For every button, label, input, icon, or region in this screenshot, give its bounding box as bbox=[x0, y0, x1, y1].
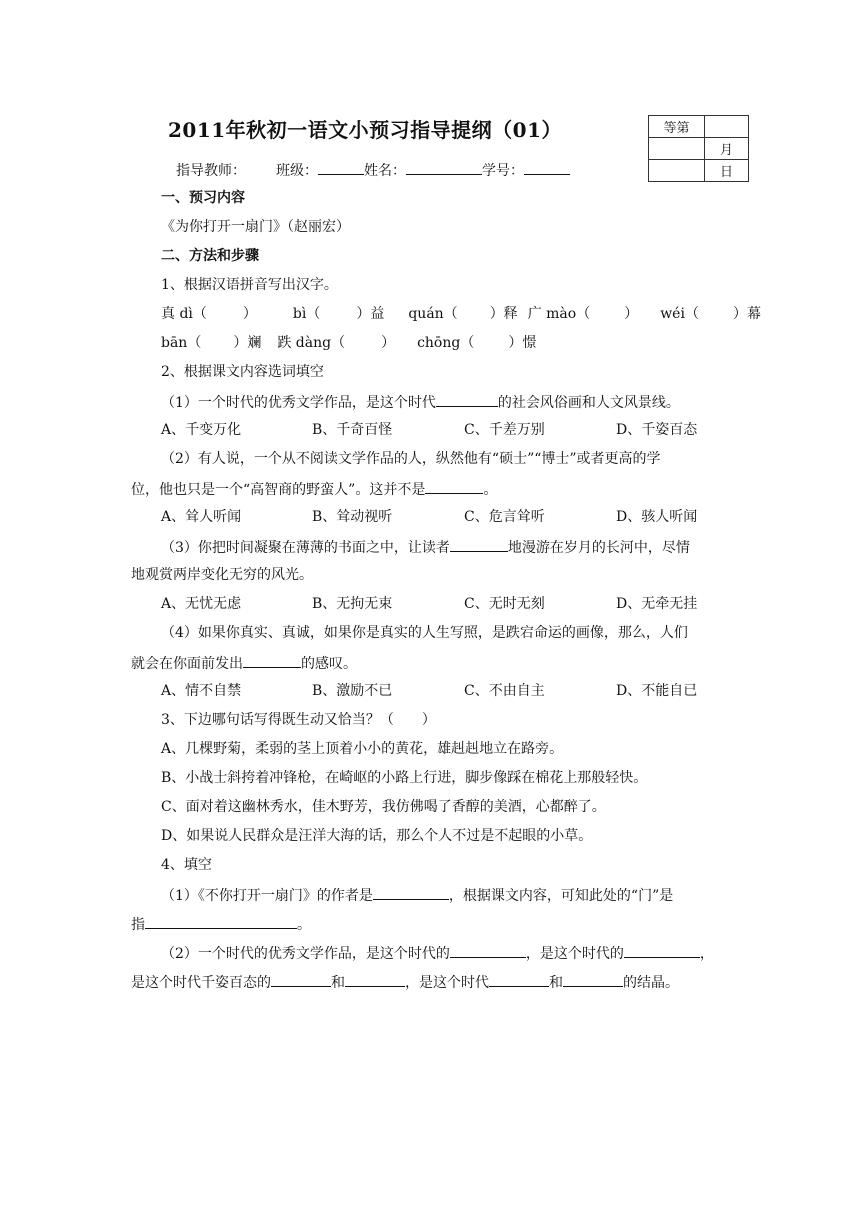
sentence-text: ， bbox=[699, 946, 714, 962]
q2-s4-opt-a: A、情不自禁 bbox=[161, 683, 242, 699]
sentence-text: 和 bbox=[331, 975, 345, 991]
q2-s3-opt-b: B、无拘无束 bbox=[312, 596, 393, 612]
sentence-text: ，是这个时代 bbox=[405, 975, 489, 991]
q2-s2-opt-c: C、危言耸听 bbox=[464, 509, 545, 525]
pinyin-item: ） bbox=[242, 306, 257, 322]
pinyin-item: chōng（ bbox=[417, 335, 475, 351]
q2-title: 2、根据课文内容选词填空 bbox=[161, 364, 324, 380]
day-value-cell[interactable] bbox=[649, 160, 705, 182]
pinyin-item: ）幕 bbox=[732, 306, 761, 322]
q2-s1-opt-b: B、千奇百怪 bbox=[312, 422, 393, 438]
answer-blank[interactable] bbox=[373, 885, 449, 900]
sentence-text: （1）一个时代的优秀文学作品，是这个时代 bbox=[161, 395, 436, 411]
q2-s3-line1 bbox=[161, 537, 690, 557]
pinyin-item: ） bbox=[624, 306, 639, 322]
sentence-text: 位，他也只是一个“高智商的野蛮人”。这并不是 bbox=[131, 482, 426, 498]
q2-s1-opt-a: A、千变万化 bbox=[161, 422, 242, 438]
q4-p2-line1 bbox=[161, 943, 714, 963]
pinyin-item: quán（ bbox=[408, 306, 458, 322]
q4-p2-line2 bbox=[131, 972, 679, 992]
q4-title: 4、填空 bbox=[161, 857, 212, 873]
number-label: 学号： bbox=[482, 163, 524, 179]
pinyin-item: 广 mào（ bbox=[527, 306, 591, 322]
class-label: 班级： bbox=[276, 163, 318, 179]
section-heading-method: 二、方法和步骤 bbox=[161, 248, 259, 264]
answer-blank[interactable] bbox=[450, 943, 526, 958]
q2-s1-opt-c: C、千差万别 bbox=[464, 422, 545, 438]
pinyin-row-1 bbox=[161, 305, 761, 323]
q3-option-d: D、如果说人民群众是汪洋大海的话，那么个人不过是不起眼的小草。 bbox=[161, 828, 593, 844]
answer-blank[interactable] bbox=[563, 972, 623, 987]
name-blank[interactable] bbox=[406, 160, 482, 175]
q2-s2-opt-a: A、耸人听闻 bbox=[161, 509, 242, 525]
q2-s4-opt-c: C、不由自主 bbox=[464, 683, 545, 699]
sentence-text: 是这个时代千姿百态的 bbox=[131, 975, 271, 991]
sentence-text: 。 bbox=[483, 482, 498, 498]
class-blank[interactable] bbox=[318, 160, 364, 175]
q3-option-a: A、几棵野菊，柔弱的茎上顶着小小的黄花，雄赳赳地立在路旁。 bbox=[161, 741, 564, 757]
grade-value-cell[interactable] bbox=[705, 116, 749, 138]
q3-option-b: B、小战士斜挎着冲锋枪，在崎岖的小路上行进，脚步像踩在棉花上那般轻快。 bbox=[161, 770, 648, 786]
answer-blank[interactable] bbox=[271, 972, 331, 987]
sentence-text: 的社会风俗画和人文风景线。 bbox=[497, 395, 680, 411]
pinyin-item: ）释 bbox=[489, 306, 518, 322]
q2-s1 bbox=[161, 392, 680, 412]
sentence-text: 就会在你面前发出 bbox=[131, 656, 243, 672]
pinyin-item: 真 dì（ bbox=[161, 306, 207, 322]
pinyin-item: ）憬 bbox=[508, 335, 537, 351]
answer-blank[interactable] bbox=[425, 479, 483, 494]
q2-s4-line2 bbox=[131, 653, 357, 673]
answer-blank[interactable] bbox=[436, 392, 498, 407]
sentence-text: 。 bbox=[297, 917, 311, 933]
grade-date-table bbox=[648, 115, 749, 182]
q4-p1-line1 bbox=[161, 885, 673, 905]
sentence-text: ，根据课文内容，可知此处的“门”是 bbox=[448, 888, 674, 904]
answer-blank[interactable] bbox=[624, 943, 700, 958]
pinyin-item: ）斓 bbox=[233, 335, 262, 351]
sentence-text: （3）你把时间凝聚在薄薄的书面之中，让读者 bbox=[161, 540, 450, 556]
student-info-row bbox=[176, 160, 570, 180]
preview-content: 《为你打开一扇门》（赵丽宏） bbox=[161, 219, 350, 235]
pinyin-item: bì（ bbox=[292, 306, 321, 322]
sentence-text: 指 bbox=[131, 917, 145, 933]
answer-blank[interactable] bbox=[489, 972, 549, 987]
q2-s2-opt-b: B、耸动视听 bbox=[312, 509, 393, 525]
teacher-label: 指导教师： bbox=[176, 163, 246, 179]
sentence-text: 的感叹。 bbox=[301, 656, 357, 672]
q2-s3-opt-a: A、无忧无虑 bbox=[161, 596, 242, 612]
month-value-cell[interactable] bbox=[649, 138, 705, 160]
q4-p1-line2 bbox=[131, 914, 311, 934]
sentence-text: 和 bbox=[549, 975, 563, 991]
q2-s1-opt-d: D、千姿百态 bbox=[616, 422, 698, 438]
answer-blank[interactable] bbox=[345, 972, 405, 987]
sentence-text: 的结晶。 bbox=[623, 975, 679, 991]
pinyin-row-2 bbox=[161, 334, 536, 352]
q2-s4-line1: （4）如果你真实、真诚，如果你是真实的人生写照，是跌宕命运的画像，那么，人们 bbox=[161, 625, 688, 641]
pinyin-item: ） bbox=[381, 335, 396, 351]
day-label-cell: 日 bbox=[705, 160, 749, 182]
pinyin-item: ）益 bbox=[356, 306, 385, 322]
pinyin-item: 跌 dàng（ bbox=[277, 335, 346, 351]
answer-blank[interactable] bbox=[145, 914, 297, 929]
grade-label-cell: 等第 bbox=[649, 116, 705, 138]
q2-s4-opt-b: B、激励不已 bbox=[312, 683, 393, 699]
sentence-text: 地漫游在岁月的长河中，尽情 bbox=[507, 540, 690, 556]
q3-title: 3、下边哪句话写得既生动又恰当？（ ） bbox=[161, 712, 436, 728]
q2-s3-opt-d: D、无牵无挂 bbox=[616, 596, 698, 612]
q2-s3-opt-c: C、无时无刻 bbox=[464, 596, 545, 612]
sentence-text: （1）《不你打开一扇门》的作者是 bbox=[161, 888, 373, 904]
sentence-text: （2）一个时代的优秀文学作品，是这个时代的 bbox=[161, 946, 450, 962]
answer-blank[interactable] bbox=[243, 653, 301, 668]
section-heading-preview: 一、预习内容 bbox=[161, 190, 245, 206]
month-label-cell: 月 bbox=[705, 138, 749, 160]
sentence-text: ，是这个时代的 bbox=[525, 946, 624, 962]
q3-option-c: C、面对着这幽林秀水，佳木野芳，我仿佛喝了香醇的美酒，心都醉了。 bbox=[161, 799, 606, 815]
q1-title: 1、根据汉语拼音写出汉字。 bbox=[161, 277, 338, 293]
pinyin-item: bān（ bbox=[161, 335, 202, 351]
pinyin-item: wéi（ bbox=[660, 306, 699, 322]
q2-s3-line2: 地观赏两岸变化无穷的风光。 bbox=[131, 567, 313, 583]
name-label: 姓名： bbox=[364, 163, 406, 179]
answer-blank[interactable] bbox=[450, 537, 508, 552]
q2-s2-line1: （2）有人说，一个从不阅读文学作品的人，纵然他有“硕士”“博士”或者更高的学 bbox=[161, 451, 661, 467]
page-title: 2011年秋初一语文小预习指导提纲（01） bbox=[168, 118, 562, 142]
q2-s2-opt-d: D、骇人听闻 bbox=[616, 509, 698, 525]
q2-s4-opt-d: D、不能自已 bbox=[616, 683, 698, 699]
q2-s2-line2 bbox=[131, 479, 497, 499]
number-blank[interactable] bbox=[524, 160, 570, 175]
